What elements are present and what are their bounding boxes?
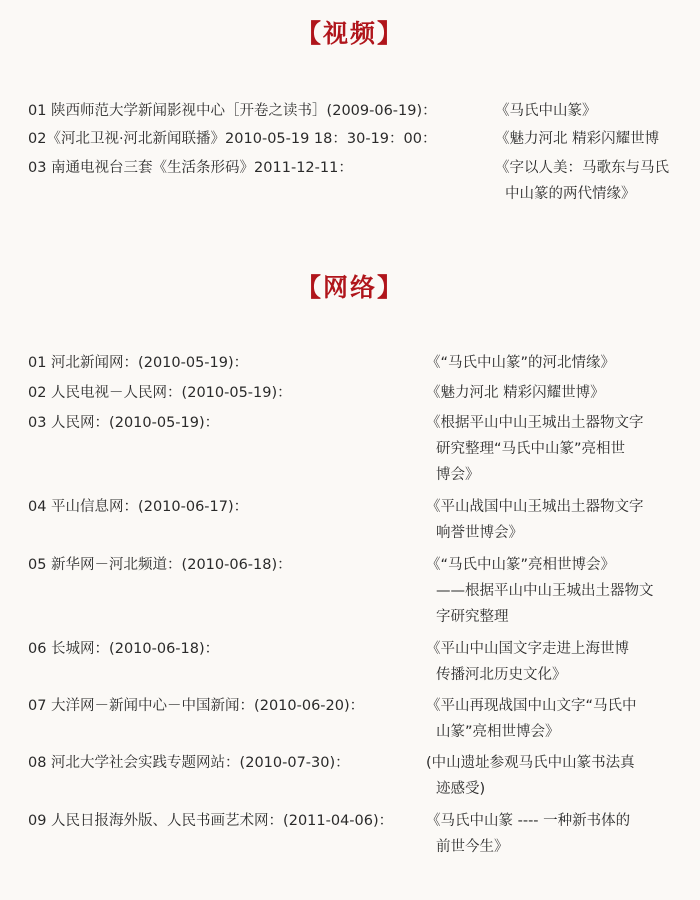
network-item-title: 《平山中山国文字走进上海世博 传播河北历史文化》 <box>426 641 629 683</box>
network-item-source: 02 人民电视－人民网：(2010-05-19)： <box>28 385 292 401</box>
network-section-heading <box>0 268 700 304</box>
network-item-title: 《平山战国中山王城出土器物文字 响誉世博会》 <box>426 499 644 541</box>
video-item-title: 《魅力河北 精彩闪耀世博 <box>495 131 660 147</box>
video-section-heading <box>0 14 700 50</box>
network-item-title: (中山遗址参观马氏中山篆书法真 迹感受) <box>426 755 635 797</box>
heading-bracket-open: 【 <box>295 273 323 302</box>
network-item-source: 08 河北大学社会实践专题网站：(2010-07-30)： <box>28 755 350 771</box>
video-item-source: 02《河北卫视·河北新闻联播》2010-05-19 18：30-19：00： <box>28 131 437 147</box>
video-item-source: 03 南通电视台三套《生活条形码》2011-12-11： <box>28 160 353 176</box>
network-item-title: 《“马氏中山篆”的河北情缘》 <box>426 355 616 371</box>
heading-bracket-close: 】 <box>377 273 405 302</box>
network-item-title: 《根据平山中山王城出土器物文字 研究整理“马氏中山篆”亮相世 博会》 <box>426 415 644 483</box>
network-item-source: 06 长城网：(2010-06-18)： <box>28 641 220 657</box>
network-heading-text: 网络 <box>322 273 377 302</box>
video-item-title: 《字以人美：马歌东与马氏 中山篆的两代情缘》 <box>495 160 669 202</box>
network-item-source: 03 人民网：(2010-05-19)： <box>28 415 220 431</box>
network-item-source: 04 平山信息网：(2010-06-17)： <box>28 499 249 515</box>
network-item-title: 《“马氏中山篆”亮相世博会》 ——根据平山中山王城出土器物文 字研究整理 <box>426 557 654 625</box>
video-heading-text: 视频 <box>322 19 377 48</box>
network-item-source: 09 人民日报海外版、人民书画艺术网：(2011-04-06)： <box>28 813 394 829</box>
video-item-title: 《马氏中山篆》 <box>495 103 597 119</box>
network-item-source: 05 新华网－河北频道：(2010-06-18)： <box>28 557 292 573</box>
network-item-title: 《魅力河北 精彩闪耀世博》 <box>426 385 605 401</box>
heading-bracket-open: 【 <box>295 19 323 48</box>
network-item-source: 01 河北新闻网：(2010-05-19)： <box>28 355 249 371</box>
network-item-title: 《马氏中山篆 ---- 一种新书体的 前世今生》 <box>426 813 631 855</box>
network-item-title: 《平山再现战国中山文字“马氏中 山篆”亮相世博会》 <box>426 698 637 740</box>
heading-bracket-close: 】 <box>377 19 405 48</box>
network-item-source: 07 大洋网－新闻中心－中国新闻：(2010-06-20)： <box>28 698 365 714</box>
video-item-source: 01 陕西师范大学新闻影视中心［开卷之读书］(2009-06-19)： <box>28 103 437 119</box>
